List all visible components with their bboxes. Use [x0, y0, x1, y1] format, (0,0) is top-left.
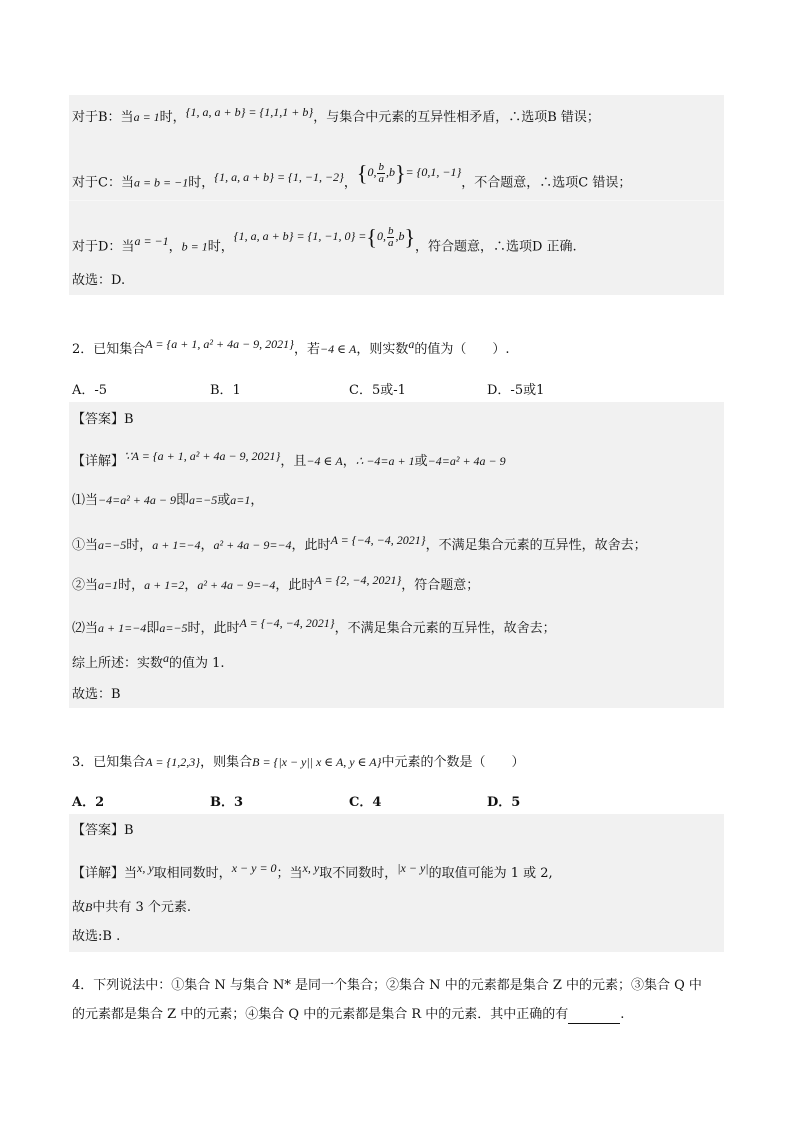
- text: ，则集合: [200, 755, 253, 770]
- text: ，符合题意，∴选项D 正确.: [415, 239, 577, 255]
- math: −4 ∈ A: [320, 342, 357, 356]
- text: 对于B：当: [72, 110, 134, 125]
- math: {1, a, a + b} = {1, −1, −2}: [214, 170, 344, 185]
- text: 时，: [207, 239, 234, 255]
- text: 即: [176, 493, 190, 508]
- text: 或: [217, 493, 231, 508]
- math: a: [163, 651, 170, 665]
- text: ，则实数: [356, 342, 409, 357]
- option-b-analysis: [72, 105, 600, 127]
- text: ，: [200, 538, 214, 553]
- text: ⑴当: [72, 493, 99, 508]
- answer-line: 故选：D.: [72, 273, 126, 288]
- set-fraction: {0, $\frac{b}{a}$ ,b}= {0,1, −1}: [356, 160, 462, 186]
- math: −4=a² + 4a − 9: [98, 493, 177, 507]
- text: 时，: [126, 538, 153, 553]
- answer-blank[interactable]: [568, 1010, 620, 1024]
- math: a² + 4a − 9=−4: [213, 538, 292, 552]
- text: ，不满足集合元素的互异性，故舍去；: [425, 538, 647, 553]
- q3-option-a: A．2: [72, 795, 105, 810]
- math: −4=a² + 4a − 9: [427, 454, 506, 468]
- text: ，: [342, 454, 356, 469]
- q3-final: 故选:B .: [72, 929, 121, 944]
- text: 对于C：当: [72, 175, 134, 191]
- math: a=1: [98, 578, 119, 592]
- text: 取不同数时，: [319, 866, 398, 881]
- text: 综上所述：实数: [72, 656, 164, 671]
- text: 对于D：当: [72, 239, 135, 255]
- math: −4 ∈ A: [306, 454, 343, 468]
- math: b = 1: [181, 239, 208, 254]
- math: = {0,1, −1}: [405, 165, 462, 180]
- text: ⑵当: [72, 621, 99, 636]
- q2-option-a: A．-5: [72, 383, 108, 398]
- text: 2．已知集合: [72, 342, 146, 357]
- solution-block-3: [69, 814, 724, 952]
- math: B = {|x − y|| x ∈ A, y ∈ A}: [252, 755, 382, 769]
- text: ，: [250, 493, 264, 508]
- question-4-line-1: 4．下列说法中：①集合 N 与集合 N* 是同一个集合；②集合 N 中的元素都是集合 Z 中的元素；③集合 Q 中: [72, 978, 702, 993]
- text: ，: [184, 578, 198, 593]
- text: ②当: [72, 578, 99, 593]
- text: ，: [168, 239, 182, 255]
- q3-option-d: D．5: [487, 795, 521, 810]
- text: 的元素都是集合 Z 中的元素；④集合 Q 中的元素都是集合 R 中的元素．其中正确的有: [72, 1007, 569, 1022]
- text: 【详解】当: [72, 866, 138, 881]
- math: a = −1: [134, 234, 169, 249]
- question-4-line-2: [72, 1006, 624, 1024]
- text: 时，: [188, 175, 215, 191]
- fraction: [387, 226, 395, 249]
- math: a=−5: [189, 493, 218, 507]
- text: 故: [72, 900, 86, 915]
- text: ，不满足集合元素的互异性，故舍去；: [334, 621, 556, 636]
- math: a=−5: [98, 538, 127, 552]
- text: .: [620, 1007, 625, 1022]
- math: {1, a, a + b} = {1, −1, 0} =: [233, 229, 367, 244]
- q2-option-d: D．-5或1: [487, 383, 545, 398]
- math: B: [85, 900, 93, 914]
- q2-final: 故选：B: [72, 687, 121, 702]
- math: |x − y|: [397, 861, 429, 875]
- q2-detail-6: [72, 651, 225, 673]
- math: x, y: [302, 861, 320, 875]
- math: x, y: [137, 861, 154, 875]
- denominator: a: [378, 173, 384, 185]
- question-3-stem: [72, 753, 524, 772]
- q3-detail-1: [72, 861, 553, 883]
- q2-answer: 【答案】B: [72, 412, 134, 427]
- math: A = {−4, −4, 2021}: [330, 533, 426, 547]
- text: 即: [146, 621, 160, 636]
- math: a + 1=−4: [98, 621, 147, 635]
- q2-detail-3: [72, 533, 647, 555]
- text: ，此时: [291, 538, 331, 553]
- q2-detail-1: [72, 449, 506, 471]
- math: x − y = 0: [231, 861, 277, 875]
- numerator: b: [378, 161, 384, 173]
- text: 的取值可能为 1 或 2,: [428, 866, 553, 881]
- text: 时，: [159, 110, 186, 125]
- fraction: [377, 162, 385, 185]
- q2-detail-4: [72, 573, 480, 595]
- question-2-stem: [72, 337, 510, 359]
- math: a + 1=−4: [152, 538, 201, 552]
- option-d-analysis: [72, 224, 577, 259]
- math: {1, a, a + b} = {1,1,1 + b}: [185, 105, 314, 119]
- text: ①当: [72, 538, 99, 553]
- text: ，若: [293, 342, 320, 357]
- text: 【详解】: [72, 454, 125, 469]
- text: ，符合题意；: [401, 578, 480, 593]
- text: 的值为 1.: [169, 656, 225, 671]
- math: 0,: [367, 165, 377, 180]
- text: 的值为（ ）.: [414, 342, 510, 357]
- option-d-bg: [69, 200, 724, 201]
- text: 中元素的个数是（ ）: [381, 755, 525, 770]
- q2-detail-2: [72, 491, 263, 510]
- set-fraction: {1, a, a + b} = {1, −1, 0} ={0, $\frac{b}{a}$ ,b}: [233, 224, 415, 250]
- numerator: b: [387, 225, 394, 237]
- denominator: a: [387, 237, 394, 249]
- math: A = {2, −4, 2021}: [314, 573, 402, 587]
- text: ，不合题意，∴选项C 错误；: [461, 175, 632, 191]
- text: ，且: [280, 454, 307, 469]
- math: ∵A = {a + 1, a² + 4a − 9, 2021}: [124, 449, 281, 463]
- text: 时，此时: [187, 621, 240, 636]
- option-c-analysis: [72, 160, 632, 195]
- q3-option-b: B．3: [210, 795, 244, 810]
- math: a=1: [230, 493, 251, 507]
- text: ，与集合中元素的互异性相矛盾，∴选项B 错误；: [313, 110, 600, 125]
- math: a=−5: [159, 621, 188, 635]
- math: ,b: [395, 229, 405, 244]
- math: 0,: [376, 229, 386, 244]
- math: ,b: [385, 165, 395, 180]
- math: ∴ −4=a + 1: [355, 454, 415, 468]
- math: A = {a + 1, a² + 4a − 9, 2021}: [145, 337, 294, 351]
- q2-option-c: C．5或-1: [349, 383, 406, 398]
- q2-detail-5: [72, 616, 556, 638]
- text: ；当: [276, 866, 303, 881]
- math: a = 1: [133, 110, 160, 124]
- text: 取相同数时，: [153, 866, 232, 881]
- math: A = {−4, −4, 2021}: [239, 616, 335, 630]
- q2-option-b: B．1: [210, 383, 241, 398]
- math: a + 1=2: [144, 578, 185, 592]
- text: ，此时: [275, 578, 315, 593]
- math: a = b = −1: [133, 175, 189, 190]
- text: 时，: [118, 578, 145, 593]
- q3-option-c: C．4: [349, 795, 382, 810]
- math: a² + 4a − 9=−4: [197, 578, 276, 592]
- text: ，: [343, 175, 357, 191]
- text: 3．已知集合: [72, 755, 146, 770]
- text: 或: [414, 454, 428, 469]
- q3-detail-2: [72, 898, 191, 917]
- math: a: [408, 337, 415, 351]
- q3-answer: 【答案】B: [72, 823, 134, 838]
- math: A = {1,2,3}: [145, 755, 201, 769]
- text: 中共有 3 个元素.: [92, 900, 192, 915]
